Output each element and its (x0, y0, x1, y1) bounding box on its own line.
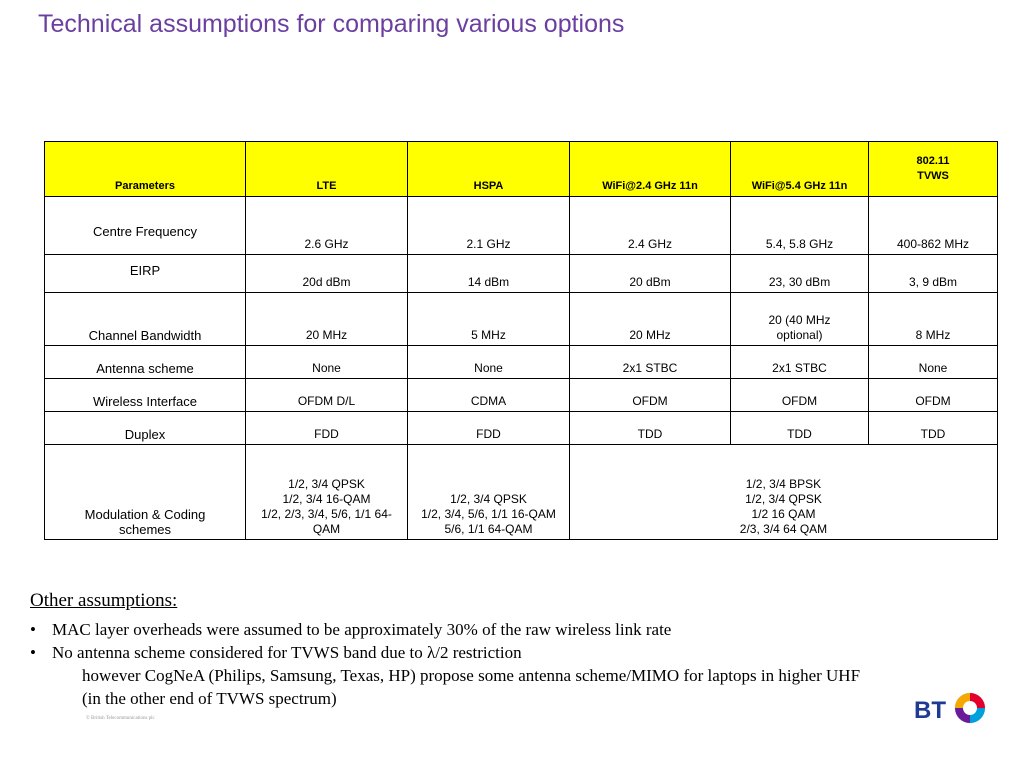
table-cell: 2x1 STBC (570, 346, 731, 379)
row-label: Duplex (45, 412, 246, 445)
row-label: Wireless Interface (45, 379, 246, 412)
table-cell: 23, 30 dBm (731, 255, 869, 293)
header-wifi-54: WiFi@5.4 GHz 11n (731, 142, 869, 197)
table-cell: OFDM (570, 379, 731, 412)
table-cell: 20 MHz (246, 293, 408, 346)
bt-logo-icon (912, 688, 992, 728)
table-cell-merged: 1/2, 3/4 BPSK 1/2, 3/4 QPSK 1/2 16 QAM 2/3, 3/4 64 QAM (570, 445, 998, 540)
table-cell: 14 dBm (408, 255, 570, 293)
table-row (45, 379, 998, 412)
other-assumptions (30, 590, 1010, 710)
bullet-text: MAC layer overheads were assumed to be approximately 30% of the raw wireless link rate (52, 620, 672, 639)
row-label: Modulation & Coding schemes (45, 445, 246, 540)
table-cell: OFDM (869, 379, 998, 412)
bullet-icon: • (30, 620, 36, 639)
table-cell: 2.1 GHz (408, 197, 570, 255)
table-cell: 2.6 GHz (246, 197, 408, 255)
table-cell: TDD (570, 412, 731, 445)
table-cell: 5 MHz (408, 293, 570, 346)
header-tvws: 802.11 TVWS (869, 142, 998, 197)
table-cell: None (408, 346, 570, 379)
table-cell: 20 MHz (570, 293, 731, 346)
table-cell: FDD (246, 412, 408, 445)
assumptions-table (44, 141, 998, 540)
table-header-row (45, 142, 998, 197)
globe-icon (955, 693, 985, 723)
table-row (45, 445, 998, 540)
row-label: Centre Frequency (45, 197, 246, 255)
bullet-text: No antenna scheme considered for TVWS band due to λ/2 restriction (52, 643, 522, 662)
page-title: Technical assumptions for comparing various options (38, 10, 625, 38)
table-cell: 20 dBm (570, 255, 731, 293)
table-cell: 2.4 GHz (570, 197, 731, 255)
table-cell: 20 (40 MHz optional) (731, 293, 869, 346)
list-item (30, 641, 1010, 664)
continuation-line: (in the other end of TVWS spectrum) (82, 689, 337, 708)
table-cell: CDMA (408, 379, 570, 412)
table-cell: FDD (408, 412, 570, 445)
header-wifi-24: WiFi@2.4 GHz 11n (570, 142, 731, 197)
header-hspa: HSPA (408, 142, 570, 197)
table-cell: None (869, 346, 998, 379)
header-parameters: Parameters (45, 142, 246, 197)
table-cell: TDD (731, 412, 869, 445)
bullet-icon: • (30, 643, 36, 662)
row-label: Antenna scheme (45, 346, 246, 379)
table-cell: 5.4, 5.8 GHz (731, 197, 869, 255)
copyright-text: © British Telecommunications plc (86, 716, 155, 721)
table-cell: 2x1 STBC (731, 346, 869, 379)
table-row (45, 412, 998, 445)
table-row (45, 255, 998, 293)
table-cell: TDD (869, 412, 998, 445)
row-label: Channel Bandwidth (45, 293, 246, 346)
table-cell: 400-862 MHz (869, 197, 998, 255)
header-lte: LTE (246, 142, 408, 197)
table-cell: 20d dBm (246, 255, 408, 293)
table-cell: 3, 9 dBm (869, 255, 998, 293)
table-cell: None (246, 346, 408, 379)
table-row (45, 293, 998, 346)
table-cell: OFDM D/L (246, 379, 408, 412)
row-label: EIRP (45, 255, 246, 293)
bt-logo-text: BT (914, 697, 946, 724)
list-item (30, 618, 1010, 641)
notes-heading: Other assumptions: (30, 590, 178, 611)
continuation-line: however CogNeA (Philips, Samsung, Texas, HP) propose some antenna scheme/MIMO for laptops in higher UHF (82, 666, 861, 685)
table-cell: 1/2, 3/4 QPSK 1/2, 3/4 16-QAM 1/2, 2/3, 3/4, 5/6, 1/1 64-QAM (246, 445, 408, 540)
table-cell: 8 MHz (869, 293, 998, 346)
table-row (45, 197, 998, 255)
table-cell: 1/2, 3/4 QPSK 1/2, 3/4, 5/6, 1/1 16-QAM 5/6, 1/1 64-QAM (408, 445, 570, 540)
table-cell: OFDM (731, 379, 869, 412)
table-row (45, 346, 998, 379)
